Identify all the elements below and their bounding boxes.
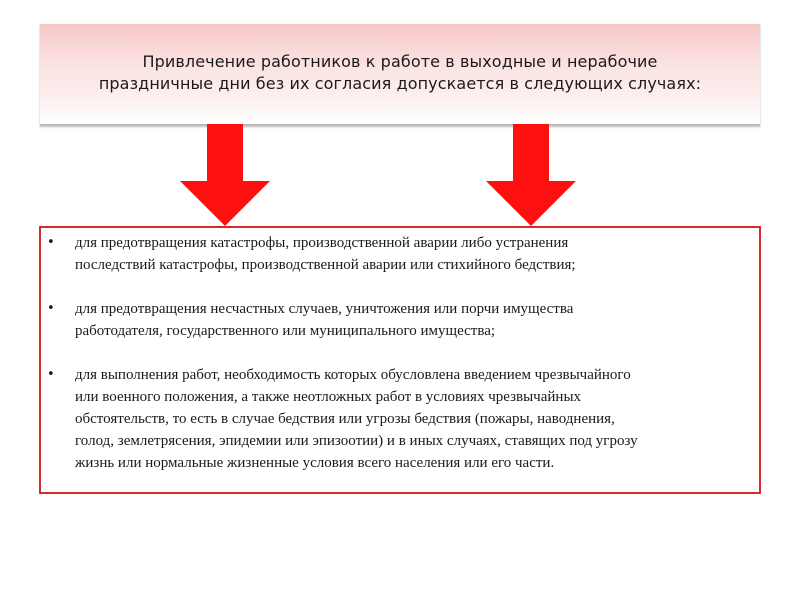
list-item-line: для выполнения работ, необходимость которых обусловлена введением чрезвычайного [75, 367, 631, 383]
list-item-text [75, 364, 729, 474]
cases-list-box [39, 226, 761, 494]
list-item [41, 232, 759, 276]
header-title-line-1: Привлечение работников к работе в выходные и нерабочие [142, 52, 658, 71]
bullet-icon: • [47, 235, 55, 250]
header-banner [40, 24, 760, 126]
list-item-text [75, 298, 729, 342]
list-item-line: для предотвращения катастрофы, производственной аварии либо устранения [75, 235, 569, 251]
list-item-line: жизнь или нормальные жизненные условия всего населения или его части. [75, 455, 555, 471]
bullet-icon: • [47, 301, 55, 316]
list-item-line: или военного положения, а также неотложных работ в условиях чрезвычайных [75, 389, 582, 405]
down-arrow-icon [486, 124, 576, 226]
header-title [40, 51, 760, 95]
header-title-line-2: праздничные дни без их согласия допускается в следующих случаях: [98, 74, 702, 93]
list-item-line: для предотвращения несчастных случаев, уничтожения или порчи имущества [75, 301, 574, 317]
list-item [41, 364, 759, 474]
list-item-line: голод, землетрясения, эпидемии или эпизоотии) и в иных случаях, ставящих под угрозу [75, 433, 638, 449]
list-item-line: последствий катастрофы, производственной аварии или стихийного бедствия; [75, 257, 576, 273]
bullet-icon: • [47, 367, 55, 382]
list-item-line: работодателя, государственного или муниципального имущества; [75, 323, 496, 339]
list-item [41, 298, 759, 342]
down-arrow-icon [180, 124, 270, 226]
cases-list [41, 232, 759, 474]
list-item-text [75, 232, 729, 276]
list-item-line: обстоятельств, то есть в случае бедствия или угрозы бедствия (пожары, наводнения, [75, 411, 615, 427]
